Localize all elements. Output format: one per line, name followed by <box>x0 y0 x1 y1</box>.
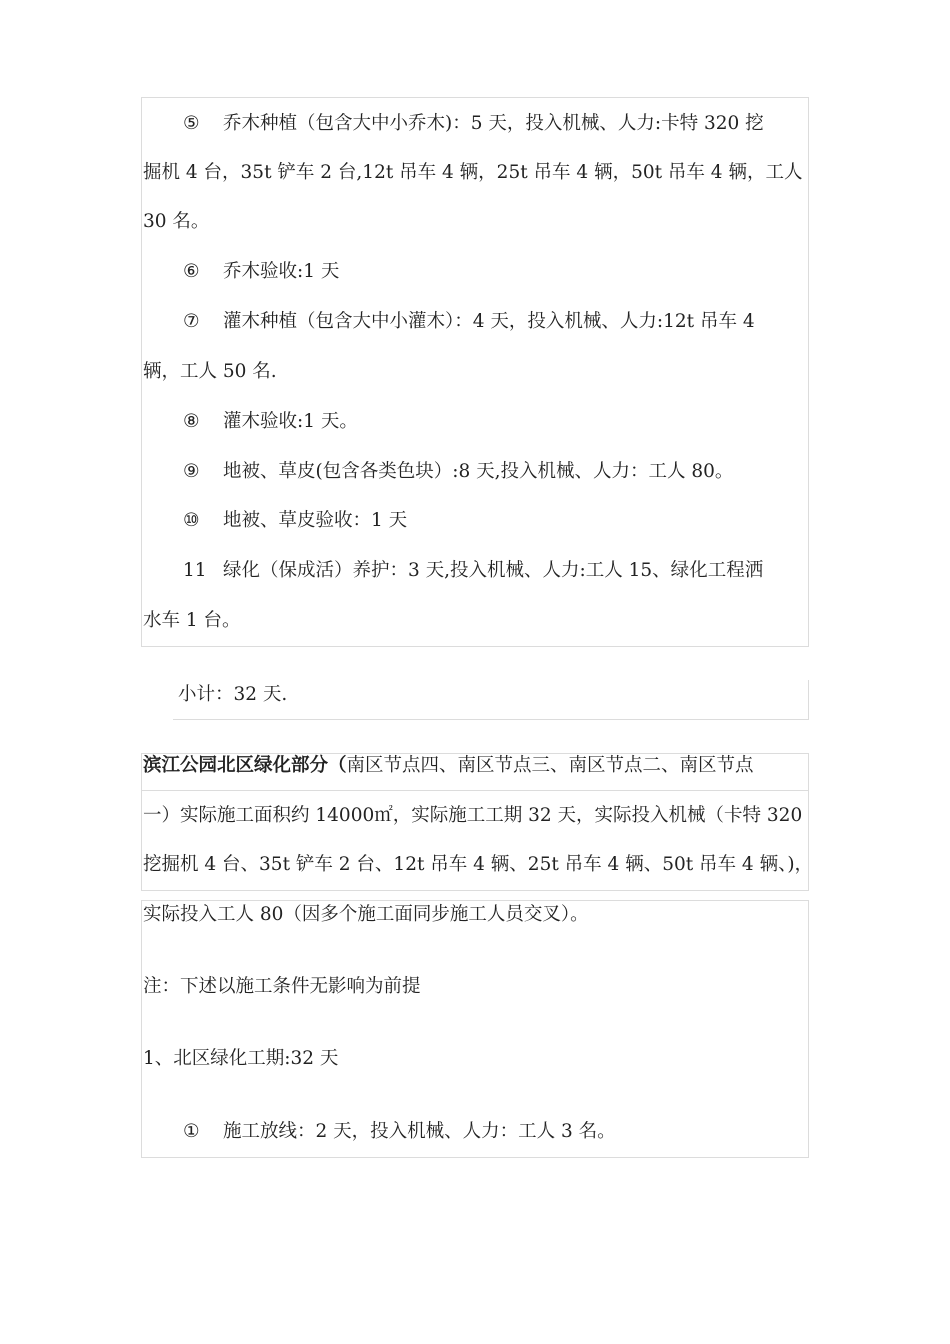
north-section-line: 实际投入工人 80（因多个施工面同步施工人员交叉）。 <box>143 904 589 925</box>
item-continuation: 水车 1 台。 <box>143 610 241 631</box>
subtotal-text: 小计：32 天. <box>178 684 288 705</box>
item-text: 乔木验收:1 天 <box>223 261 340 282</box>
item-number: ⑧ <box>183 411 200 432</box>
item-number: ① <box>183 1121 200 1142</box>
north-section-line <box>143 754 754 778</box>
note-text: 注：下述以施工条件无影响为前提 <box>143 976 421 997</box>
north-section-heading: 滨江公园北区绿化部分（ <box>143 755 347 776</box>
item-number: ⑤ <box>183 113 200 134</box>
item-number: ⑨ <box>183 461 200 482</box>
item-text: 灌木验收:1 天。 <box>223 411 358 432</box>
item-continuation: 辆，工人 50 名. <box>143 361 277 382</box>
north-section-line: 挖掘机 4 台、35t 铲车 2 台、12t 吊车 4 辆、25t 吊车 4 辆、50t 吊车 4 辆、)， <box>143 854 814 875</box>
list-item <box>183 509 407 533</box>
list-item <box>183 559 763 583</box>
item-number: ⑩ <box>183 510 200 531</box>
item-continuation: 30 名。 <box>143 211 210 232</box>
item-continuation: 掘机 4 台，35t 铲车 2 台,12t 吊车 4 辆，25t 吊车 4 辆，50t 吊车 4 辆，工人 <box>143 162 803 183</box>
item-text: 地被、草皮验收：1 天 <box>223 510 408 531</box>
north-section-text: 南区节点四、南区节点三、南区节点二、南区节点 <box>346 755 754 776</box>
list-item <box>183 112 764 136</box>
north-section-line: 一）实际施工面积约 14000㎡，实际施工工期 32 天，实际投入机械（卡特 320 <box>143 805 803 826</box>
item-text: 乔木种植（包含大中小乔木)：5 天，投入机械、人力:卡特 320 挖 <box>223 113 764 134</box>
item-number: 11 <box>183 560 207 581</box>
item-number: ⑦ <box>183 311 200 332</box>
item-text: 施工放线：2 天，投入机械、人力：工人 3 名。 <box>223 1121 616 1142</box>
list-item <box>183 310 755 334</box>
item-number: ⑥ <box>183 261 200 282</box>
list-item <box>183 1120 616 1144</box>
item-text: 地被、草皮(包含各类色块）:8 天,投入机械、人力：工人 80。 <box>223 461 734 482</box>
list-item <box>183 260 339 284</box>
list-item <box>183 460 733 484</box>
item-text: 灌木种植（包含大中小灌木）：4 天，投入机械、人力:12t 吊车 4 <box>223 311 755 332</box>
item-text: 绿化（保成活）养护：3 天,投入机械、人力:工人 15、绿化工程洒 <box>223 560 764 581</box>
list-item <box>183 410 358 434</box>
north-period-heading: 1、北区绿化工期:32 天 <box>143 1048 339 1069</box>
